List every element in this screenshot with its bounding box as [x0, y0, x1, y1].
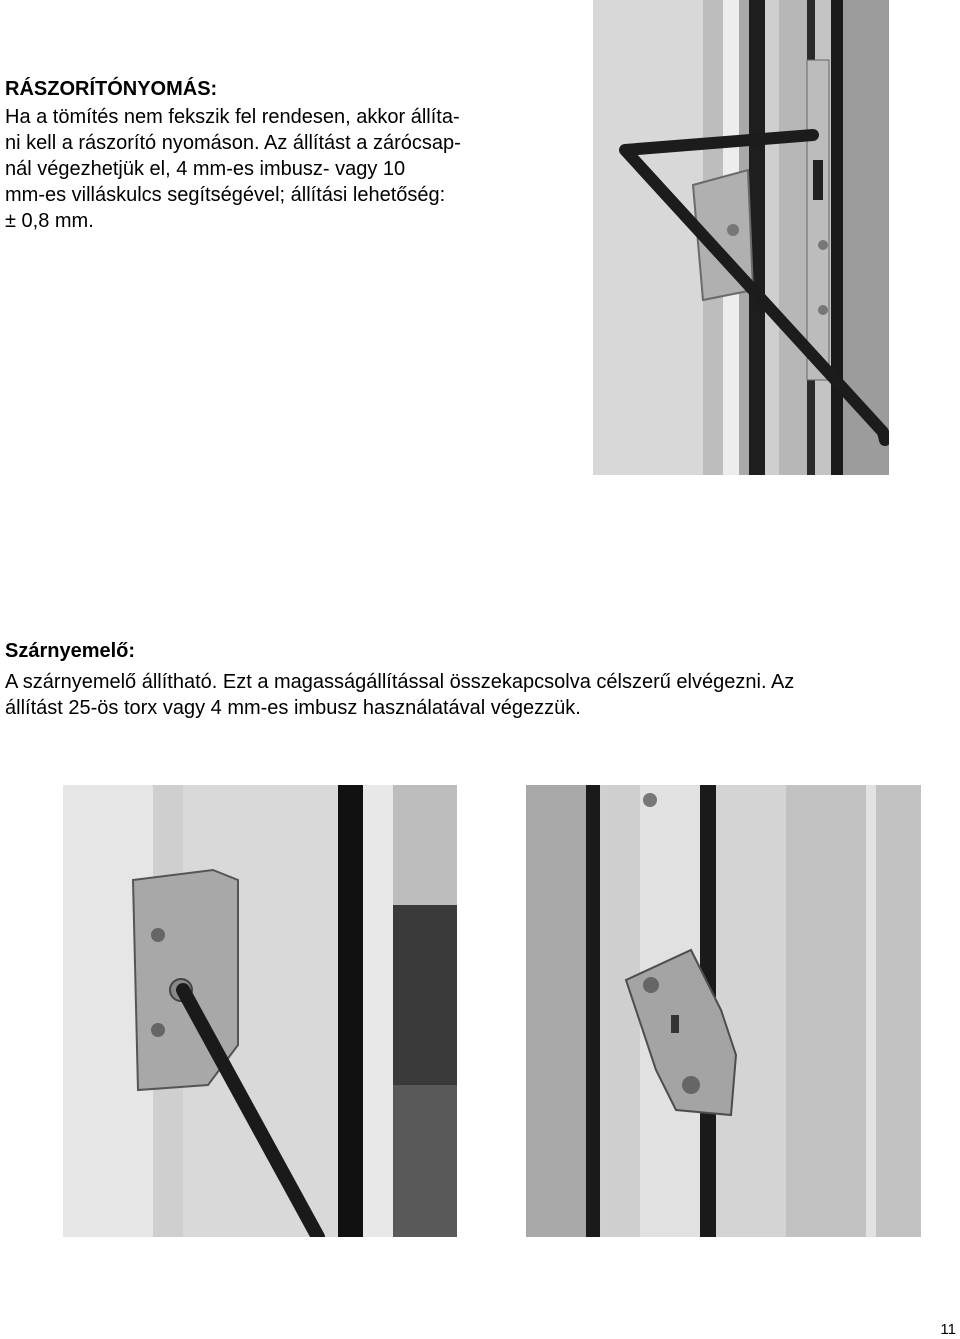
- section-body-pressure: [5, 104, 565, 234]
- page-number: 11: [940, 1321, 956, 1338]
- body-line: ni kell a rászorító nyomáson. Az állítást a zárócsap-: [5, 132, 461, 154]
- section-title-pressure: RÁSZORÍTÓNYOMÁS:: [5, 78, 218, 100]
- photo-sash-lifter-key: [63, 785, 457, 1237]
- body-line: ± 0,8 mm.: [5, 210, 94, 232]
- body-line: állítást 25-ös torx vagy 4 mm-es imbusz használatával végezzük.: [5, 697, 581, 719]
- body-line: mm-es villáskulcs segítségével; állítási lehetőség:: [5, 184, 446, 206]
- photo-sash-lifter-mechanism: [526, 785, 921, 1237]
- body-line: nál végezhetjük el, 4 mm-es imbusz- vagy 10: [5, 158, 406, 180]
- photo-hex-key-keeper: [593, 0, 889, 475]
- body-line: Ha a tömítés nem fekszik fel rendesen, akkor állíta-: [5, 106, 460, 128]
- body-line: A szárnyemelő állítható. Ezt a magasságállítással összekapcsolva célszerű elvégezni. Az: [5, 671, 795, 693]
- section-body-sash-lifter: [5, 669, 955, 721]
- section-title-sash-lifter: Szárnyemelő:: [5, 640, 136, 662]
